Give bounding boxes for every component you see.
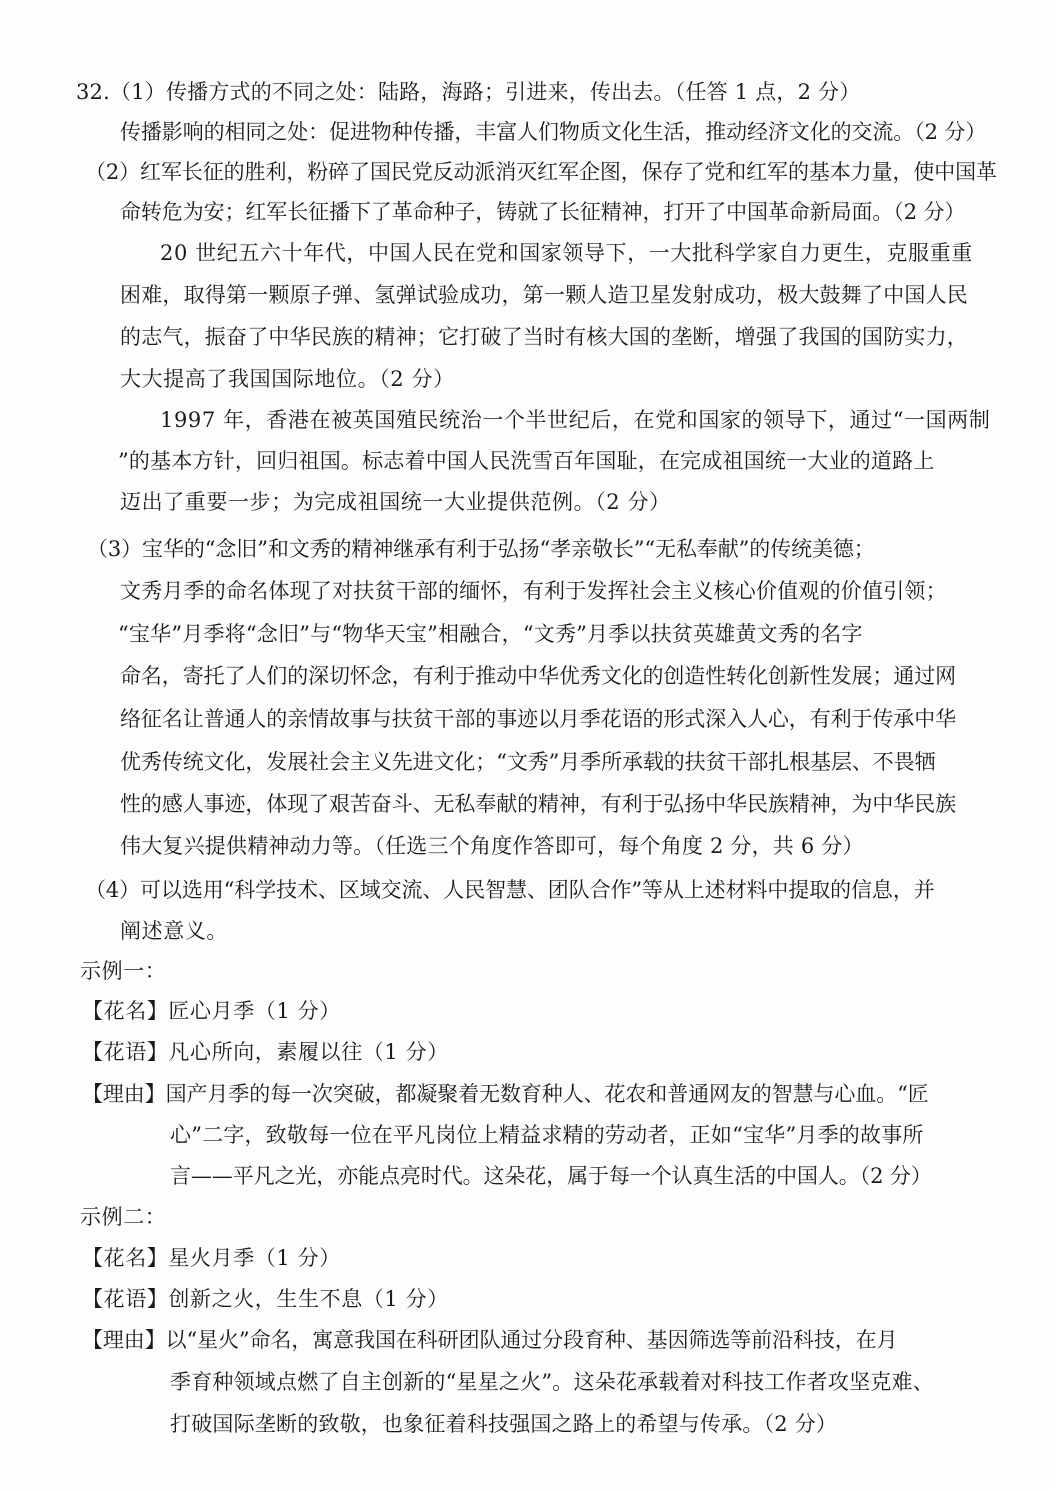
q32-part2-para3-line1: 1997 年，香港在被英国殖民统治一个半世纪后，在党和国家的领导下，通过“一国两制 bbox=[160, 408, 991, 432]
q32-part2-para2-line4: 大大提高了我国国际地位。（2 分） bbox=[120, 367, 455, 391]
example1-reason-line2: 心”二字，致敬每一位在平凡岗位上精益求精的劳动者，正如“宝华”月季的故事所 bbox=[170, 1123, 924, 1147]
q32-part2-line1: （2）红军长征的胜利，粉碎了国民党反动派消灭红军企图，保存了党和红军的基本力量，使中国革 bbox=[85, 160, 997, 184]
q32-part2-para3-line3: 迈出了重要一步；为完成祖国统一大业提供范例。（2 分） bbox=[120, 490, 671, 514]
q32-part3-line7: 性的感人事迹，体现了艰苦奋斗、无私奉献的精神，有利于弘扬中华民族精神，为中华民族 bbox=[120, 792, 956, 816]
example2-flower-language: 【花语】创新之火，生生不息（1 分） bbox=[82, 1287, 449, 1311]
example2-title: 示例二： bbox=[80, 1205, 167, 1229]
q32-part2-para2-line2: 困难，取得第一颗原子弹、氢弹试验成功，第一颗人造卫星发射成功，极大鼓舞了中国人民 bbox=[120, 283, 968, 307]
q32-part4-line2: 阐述意义。 bbox=[120, 919, 228, 943]
q32-part3-line3: “宝华”月季将“念旧”与“物华天宝”相融合，“文秀”月季以扶贫英雄黄文秀的名字 bbox=[118, 622, 863, 646]
example1-reason-line3: 言——平凡之光，亦能点亮时代。这朵花，属于每一个认真生活的中国人。（2 分） bbox=[170, 1164, 932, 1188]
example2-reason-line1: 【理由】以“星火”命名，寓意我国在科研团队通过分段育种、基因筛选等前沿科技，在月 bbox=[82, 1328, 898, 1352]
q32-part3-line1: （3）宝华的“念旧”和文秀的精神继承有利于弘扬“孝亲敬长”“无私奉献”的传统美德； bbox=[87, 537, 875, 561]
q32-part3-line6: 优秀传统文化，发展社会主义先进文化；“文秀”月季所承载的扶贫干部扎根基层、不畏牺 bbox=[120, 750, 936, 774]
q32-part2-para2-line1: 20 世纪五六十年代，中国人民在党和国家领导下，一大批科学家自力更生，克服重重 bbox=[160, 241, 973, 265]
q32-part3-line8: 伟大复兴提供精神动力等。（任选三个角度作答即可，每个角度 2 分，共 6 分） bbox=[120, 834, 864, 858]
q32-part3-line2: 文秀月季的命名体现了对扶贫干部的缅怀，有利于发挥社会主义核心价值观的价值引领； bbox=[120, 579, 947, 603]
q32-part2-line2: 命转危为安；红军长征播下了革命种子，铸就了长征精神，打开了中国革命新局面。（2 分） bbox=[120, 200, 966, 224]
example1-title: 示例一： bbox=[80, 959, 167, 983]
example2-reason-line2: 季育种领域点燃了自主创新的“星星之火”。这朵花承载着对科技工作者攻坚克难、 bbox=[170, 1370, 934, 1394]
example1-flower-name: 【花名】匠心月季（1 分） bbox=[82, 999, 341, 1023]
q32-part1-line1: 32.（1）传播方式的不同之处：陆路，海路；引进来，传出去。（任答 1 点，2 分） bbox=[76, 80, 861, 104]
example1-flower-language: 【花语】凡心所向，素履以往（1 分） bbox=[82, 1040, 449, 1064]
q32-part2-para3-line2: ”的基本方针，回归祖国。标志着中国人民洗雪百年国耻，在完成祖国统一大业的道路上 bbox=[118, 449, 935, 473]
q32-part4-line1: （4）可以选用“科学技术、区域交流、人民智慧、团队合作”等从上述材料中提取的信息，并 bbox=[85, 878, 935, 902]
example1-reason-line1: 【理由】国产月季的每一次突破，都凝聚着无数育种人、花农和普通网友的智慧与心血。“匠 bbox=[82, 1082, 929, 1106]
example2-flower-name: 【花名】星火月季（1 分） bbox=[82, 1246, 341, 1270]
q32-part1-line2: 传播影响的相同之处：促进物种传播，丰富人们物质文化生活，推动经济文化的交流。（2 分） bbox=[120, 120, 987, 144]
example2-reason-line3: 打破国际垄断的致敬，也象征着科技强国之路上的希望与传承。（2 分） bbox=[170, 1412, 838, 1436]
q32-part2-para2-line3: 的志气，振奋了中华民族的精神；它打破了当时有核大国的垄断，增强了我国的国防实力， bbox=[120, 325, 968, 349]
q32-part3-line5: 络征名让普通人的亲情故事与扶贫干部的事迹以月季花语的形式深入人心，有利于传承中华 bbox=[120, 707, 956, 731]
q32-part3-line4: 命名，寄托了人们的深切怀念，有利于推动中华优秀文化的创造性转化创新性发展；通过网 bbox=[120, 664, 956, 688]
